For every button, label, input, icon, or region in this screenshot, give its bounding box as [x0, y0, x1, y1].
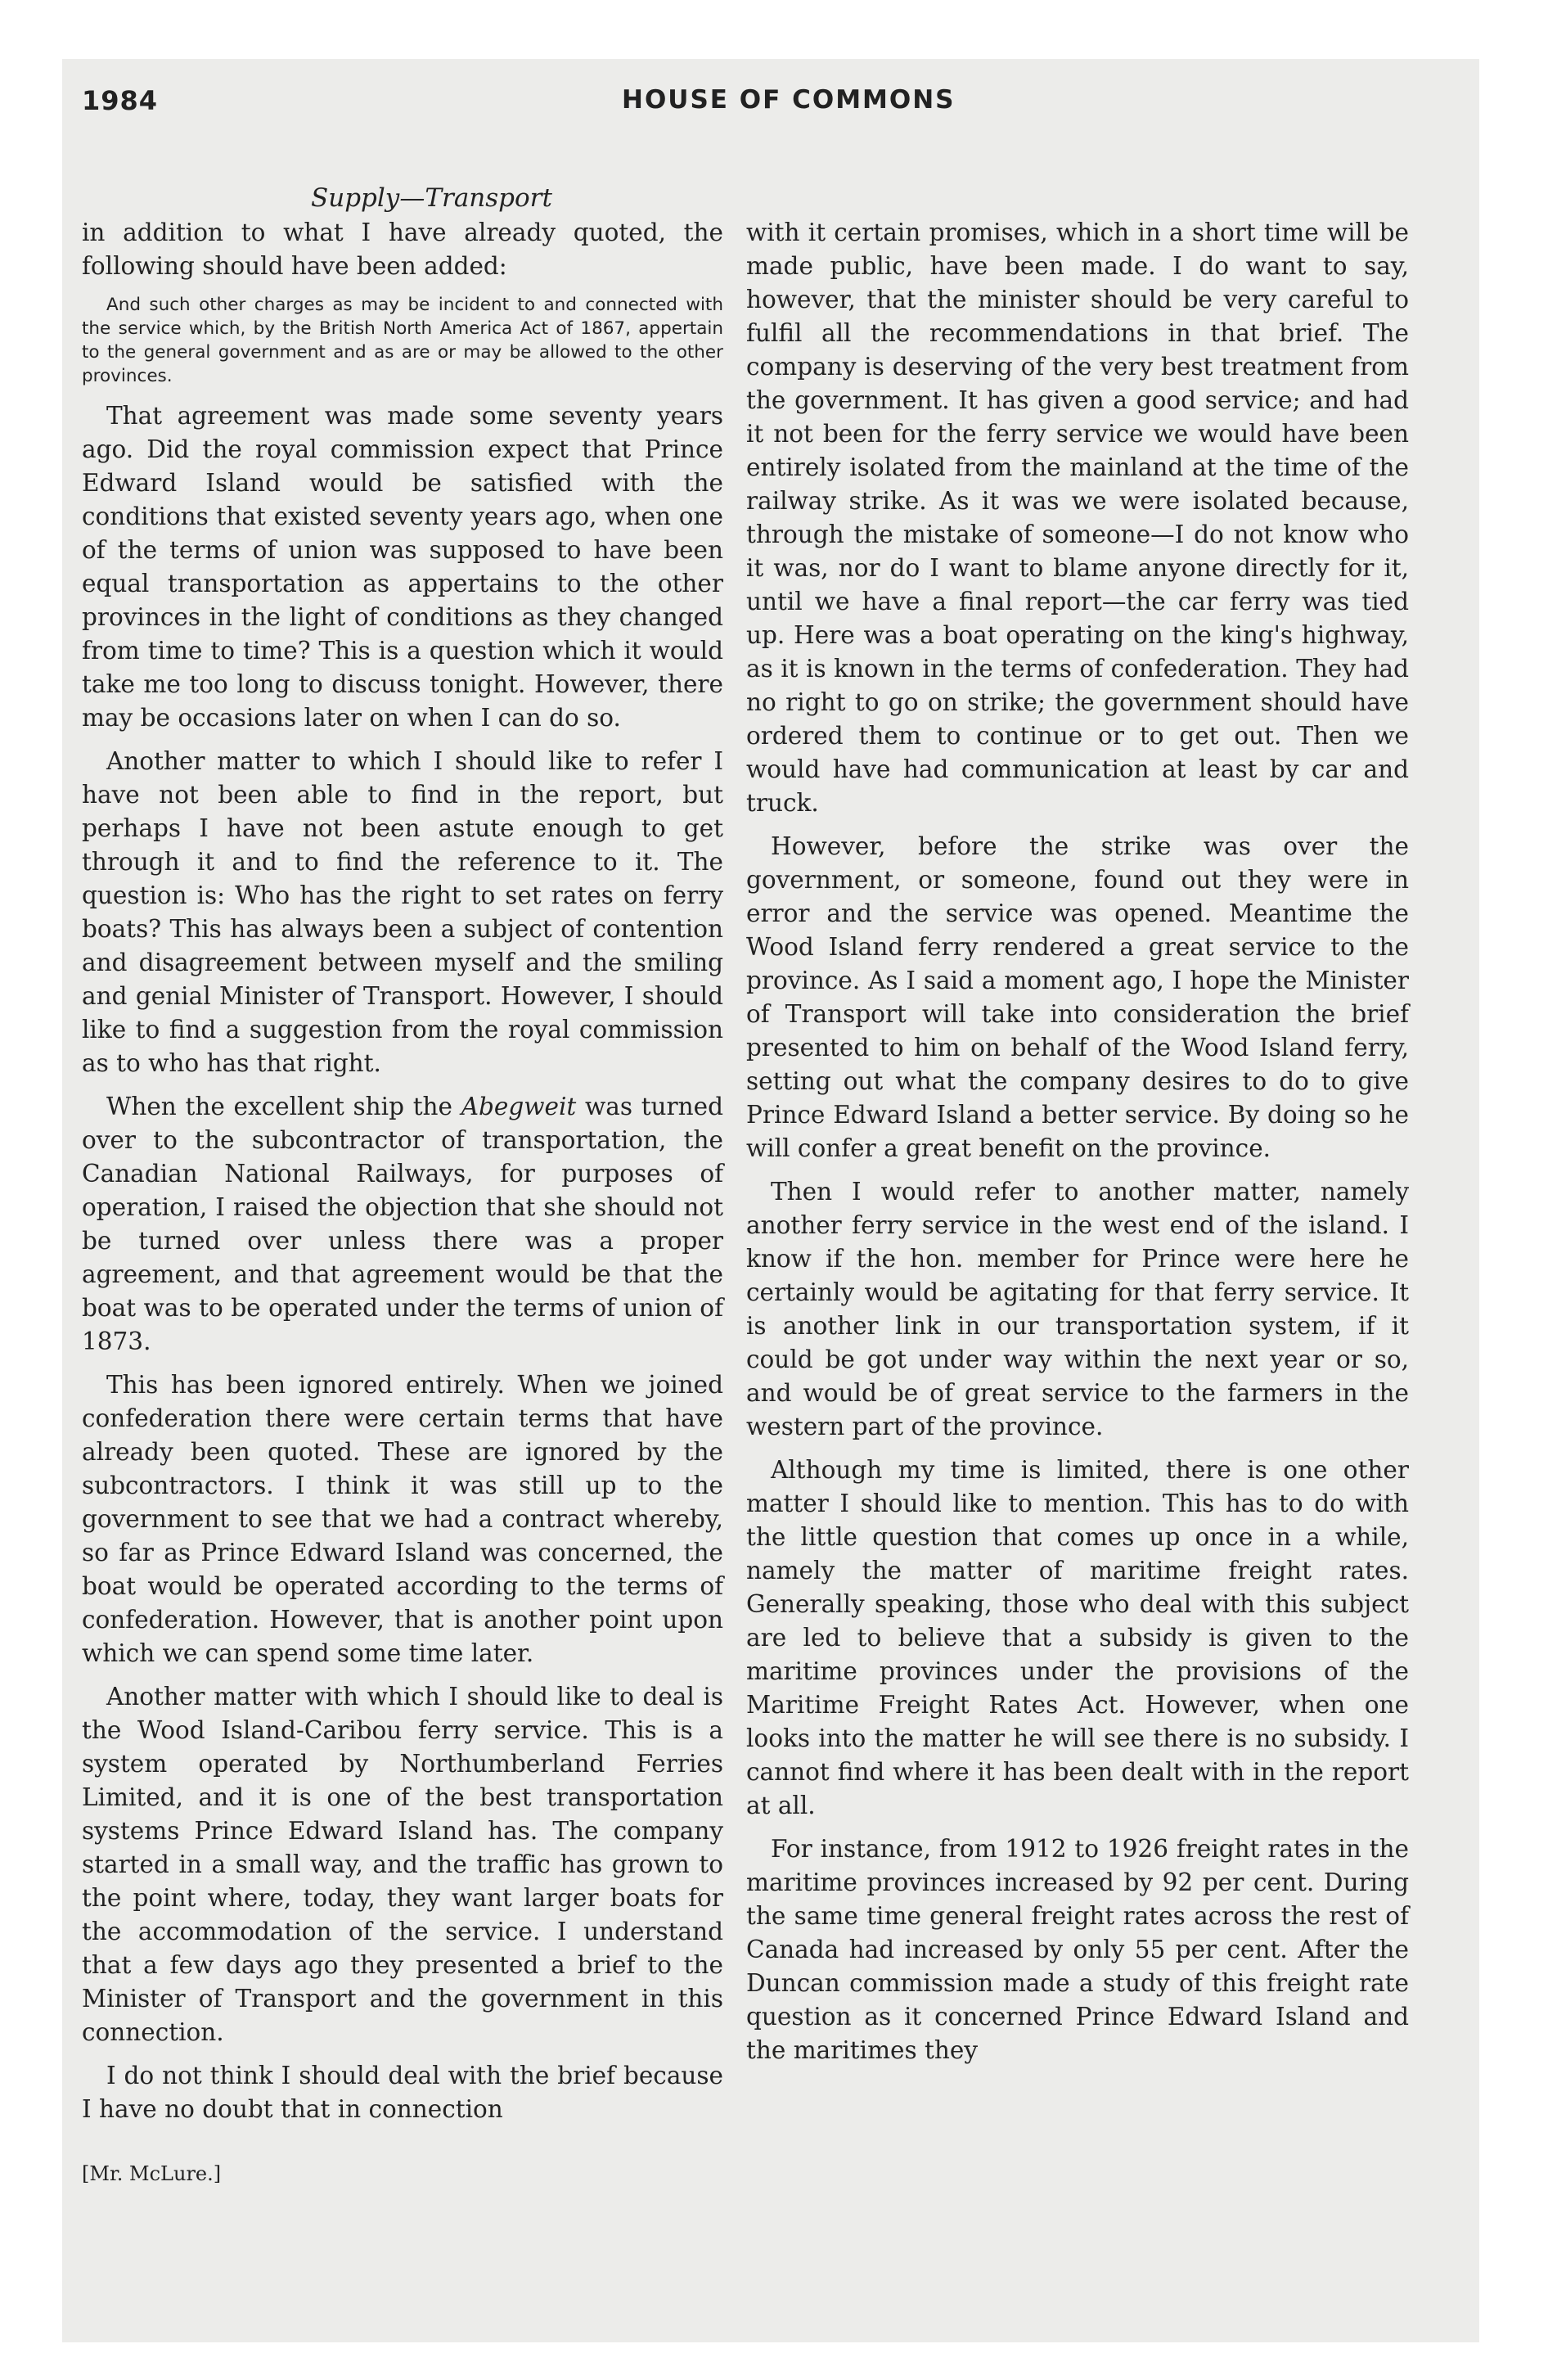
- paragraph: For instance, from 1912 to 1926 freight rates in the maritime provinces increased by 92 per cent. During the same time general freight rates across the rest of Canada had increased by only 55 per cent. After the Duncan commission made a study of this freight rate question as it concerned Prince Edward Island and the maritimes they: [746, 1835, 1409, 2064]
- paragraph-text: When the excellent ship the: [106, 1093, 461, 1120]
- ship-name: Abegweit: [461, 1093, 577, 1120]
- paragraph-text: was turned over to the subcontractor of transportation, the Canadian National Railways, for purposes of operation, I raised the objection that she should not be turned over unless there was a proper agreement, and that agreement would be that the boat was to be operated under the terms of union of 1873.: [82, 1093, 723, 1355]
- paragraph: in addition to what I have already quoted, the following should have been added:: [82, 219, 723, 280]
- right-column: [746, 216, 1409, 2077]
- paragraph: However, before the strike was over the government, or someone, found out they were in error and the service was opened. Meantime the Wood Island ferry rendered a great service to the province. As I said a moment ago, I hope the Minister of Transport will take into consideration the brief presented to him on behalf of the Wood Island ferry, setting out what the company desires to do to give Prince Edward Island a better service. By doing so he will confer a great benefit on the province.: [746, 832, 1409, 1162]
- paragraph: with it certain promises, which in a short time will be made public, have been made. I do want to say, however, that the minister should be very careful to fulfil all the recommendations in that brief. The company is deserving of the very best treatment from the government. It has given a good service; and had it not been for the ferry service we would have been entirely isolated from the mainland at the time of the railway strike. As it was we were isolated because, through the mistake of someone—I do not know who it was, nor do I want to blame anyone directly for it, until we have a final report—the car ferry was tied up. Here was a boat operating on the king's highway, as it is known in the terms of confederation. They had no right to go on strike; the government should have ordered them to continue or to get out. Then we would have had communication at least by car and truck.: [746, 219, 1409, 817]
- paragraph: [82, 1090, 723, 1359]
- speaker-footnote: [Mr. McLure.]: [82, 2162, 222, 2185]
- paragraph: Another matter with which I should like to deal is the Wood Island-Caribou ferry service. This is a system operated by Northumberland Ferries Limited, and it is one of the best transportation systems Prince Edward Island has. The company started in a small way, and the traffic has grown to the point where, today, they want larger boats for the accommodation of the service. I understand that a few days ago they presented a brief to the Minister of Transport and the government in this connection.: [82, 1683, 723, 2046]
- left-column: [82, 216, 723, 2136]
- paragraph: This has been ignored entirely. When we joined confederation there were certain terms that have already been quoted. These are ignored by the subcontractors. I think it was still up to the government to see that we had a contract whereby, so far as Prince Edward Island was concerned, the boat would be operated according to the terms of confederation. However, that is another point upon which we can spend some time later.: [82, 1371, 723, 1667]
- block-quote: And such other charges as may be incident to and connected with the service which, by the British North America Act of 1867, appertain to the general government and as are or may be allowed to the other provinces.: [82, 295, 723, 386]
- paragraph: Another matter to which I should like to refer I have not been able to find in the report, but perhaps I have not been astute enough to get through it and to find the reference to it. The question is: Who has the right to set rates on ferry boats? This has always been a subject of contention and disagreement between myself and the smiling and genial Minister of Transport. However, I should like to find a suggestion from the royal commission as to who has that right.: [82, 747, 723, 1077]
- paragraph: Then I would refer to another matter, namely another ferry service in the west end of the island. I know if the hon. member for Prince were here he certainly would be agitating for that ferry service. It is another link in our transportation system, if it could be got under way within the next year or so, and would be of great service to the farmers in the western part of the province.: [746, 1178, 1409, 1440]
- paragraph: That agreement was made some seventy years ago. Did the royal commission expect that Prince Edward Island would be satisfied with the conditions that existed seventy years ago, when one of the terms of union was supposed to have been equal transportation as appertains to the other provinces in the light of conditions as they changed from time to time? This is a question which it would take me too long to discuss tonight. However, there may be occasions later on when I can do so.: [82, 402, 723, 732]
- page-number: 1984: [82, 85, 159, 116]
- section-subhead: Supply—Transport: [311, 183, 552, 213]
- paragraph: I do not think I should deal with the brief because I have no doubt that in connection: [82, 2062, 723, 2123]
- page-header: [82, 85, 1350, 134]
- paragraph: Although my time is limited, there is one other matter I should like to mention. This has to do with the little question that comes up once in a while, namely the matter of maritime freight rates. Generally speaking, those who deal with this subject are led to believe that a subsidy is given to the maritime provinces under the provisions of the Maritime Freight Rates Act. However, when one looks into the matter he will see there is no subsidy. I cannot find where it has been dealt with in the report at all.: [746, 1456, 1409, 1819]
- running-title: HOUSE OF COMMONS: [622, 85, 956, 115]
